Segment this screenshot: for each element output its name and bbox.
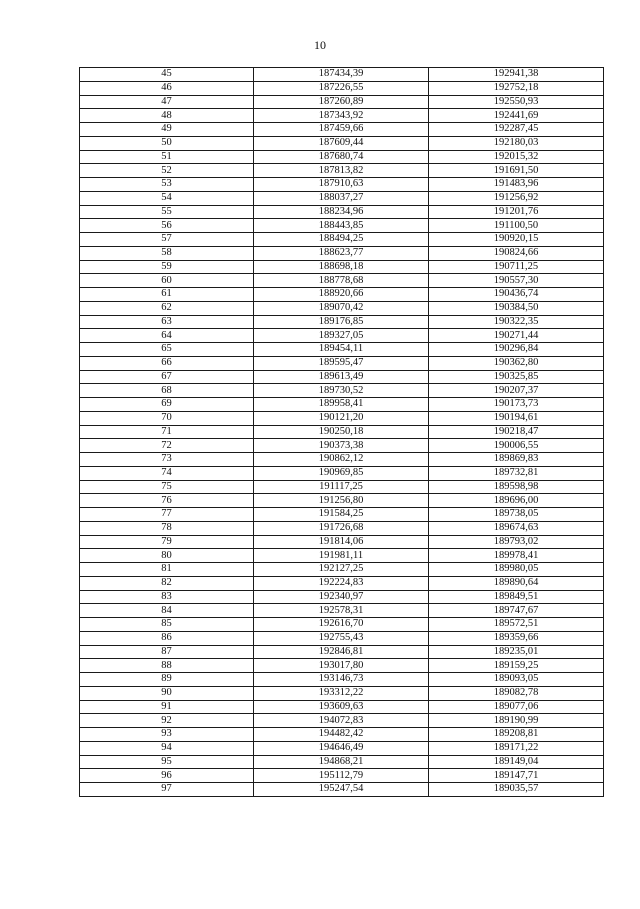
y-coordinate-cell: 190006,55 bbox=[429, 439, 604, 453]
point-number-cell: 86 bbox=[80, 631, 254, 645]
y-coordinate-cell: 190711,25 bbox=[429, 260, 604, 274]
x-coordinate-cell: 187609,44 bbox=[254, 136, 429, 150]
point-number-cell: 85 bbox=[80, 618, 254, 632]
point-number-cell: 91 bbox=[80, 700, 254, 714]
table-row bbox=[80, 645, 604, 659]
x-coordinate-cell: 190373,38 bbox=[254, 439, 429, 453]
x-coordinate-cell: 191814,06 bbox=[254, 535, 429, 549]
point-number-cell: 96 bbox=[80, 769, 254, 783]
y-coordinate-cell: 189093,05 bbox=[429, 673, 604, 687]
table-row bbox=[80, 425, 604, 439]
x-coordinate-cell: 192224,83 bbox=[254, 576, 429, 590]
point-number-cell: 90 bbox=[80, 686, 254, 700]
point-number-cell: 57 bbox=[80, 233, 254, 247]
x-coordinate-cell: 187680,74 bbox=[254, 150, 429, 164]
point-number-cell: 55 bbox=[80, 205, 254, 219]
table-row bbox=[80, 631, 604, 645]
table-row bbox=[80, 123, 604, 137]
x-coordinate-cell: 194868,21 bbox=[254, 755, 429, 769]
point-number-cell: 76 bbox=[80, 494, 254, 508]
x-coordinate-cell: 189613,49 bbox=[254, 370, 429, 384]
x-coordinate-cell: 189070,42 bbox=[254, 301, 429, 315]
table-row bbox=[80, 246, 604, 260]
table-row bbox=[80, 136, 604, 150]
table-row bbox=[80, 178, 604, 192]
x-coordinate-cell: 188623,77 bbox=[254, 246, 429, 260]
y-coordinate-cell: 189235,01 bbox=[429, 645, 604, 659]
point-number-cell: 70 bbox=[80, 411, 254, 425]
point-number-cell: 62 bbox=[80, 301, 254, 315]
point-number-cell: 77 bbox=[80, 508, 254, 522]
table-row bbox=[80, 576, 604, 590]
x-coordinate-cell: 189176,85 bbox=[254, 315, 429, 329]
table-row bbox=[80, 384, 604, 398]
point-number-cell: 52 bbox=[80, 164, 254, 178]
table-row bbox=[80, 535, 604, 549]
point-number-cell: 73 bbox=[80, 453, 254, 467]
point-number-cell: 63 bbox=[80, 315, 254, 329]
y-coordinate-cell: 189171,22 bbox=[429, 741, 604, 755]
table-row bbox=[80, 769, 604, 783]
y-coordinate-cell: 189598,98 bbox=[429, 480, 604, 494]
y-coordinate-cell: 190296,84 bbox=[429, 343, 604, 357]
table-row bbox=[80, 590, 604, 604]
y-coordinate-cell: 190384,50 bbox=[429, 301, 604, 315]
point-number-cell: 71 bbox=[80, 425, 254, 439]
point-number-cell: 49 bbox=[80, 123, 254, 137]
table-row bbox=[80, 508, 604, 522]
point-number-cell: 92 bbox=[80, 714, 254, 728]
x-coordinate-cell: 191726,68 bbox=[254, 521, 429, 535]
table-row bbox=[80, 301, 604, 315]
x-coordinate-cell: 188443,85 bbox=[254, 219, 429, 233]
x-coordinate-cell: 188234,96 bbox=[254, 205, 429, 219]
x-coordinate-cell: 190969,85 bbox=[254, 466, 429, 480]
y-coordinate-cell: 192941,38 bbox=[429, 68, 604, 82]
point-number-cell: 47 bbox=[80, 95, 254, 109]
y-coordinate-cell: 190920,15 bbox=[429, 233, 604, 247]
table-row bbox=[80, 659, 604, 673]
x-coordinate-cell: 191584,25 bbox=[254, 508, 429, 522]
point-number-cell: 93 bbox=[80, 728, 254, 742]
table-row bbox=[80, 95, 604, 109]
table-row bbox=[80, 549, 604, 563]
y-coordinate-cell: 189159,25 bbox=[429, 659, 604, 673]
table-row bbox=[80, 343, 604, 357]
x-coordinate-cell: 188494,25 bbox=[254, 233, 429, 247]
point-number-cell: 64 bbox=[80, 329, 254, 343]
page-number: 10 bbox=[314, 38, 326, 52]
y-coordinate-cell: 189696,00 bbox=[429, 494, 604, 508]
x-coordinate-cell: 193017,80 bbox=[254, 659, 429, 673]
table-row bbox=[80, 673, 604, 687]
point-number-cell: 74 bbox=[80, 466, 254, 480]
y-coordinate-cell: 189190,99 bbox=[429, 714, 604, 728]
y-coordinate-cell: 191691,50 bbox=[429, 164, 604, 178]
y-coordinate-cell: 189747,67 bbox=[429, 604, 604, 618]
x-coordinate-cell: 187226,55 bbox=[254, 81, 429, 95]
table-row bbox=[80, 728, 604, 742]
x-coordinate-cell: 190862,12 bbox=[254, 453, 429, 467]
x-coordinate-cell: 187260,89 bbox=[254, 95, 429, 109]
y-coordinate-cell: 191256,92 bbox=[429, 191, 604, 205]
y-coordinate-cell: 189869,83 bbox=[429, 453, 604, 467]
table-row bbox=[80, 205, 604, 219]
y-coordinate-cell: 190824,66 bbox=[429, 246, 604, 260]
point-number-cell: 82 bbox=[80, 576, 254, 590]
table-row bbox=[80, 604, 604, 618]
table-row bbox=[80, 81, 604, 95]
y-coordinate-cell: 189149,04 bbox=[429, 755, 604, 769]
point-number-cell: 60 bbox=[80, 274, 254, 288]
table-row bbox=[80, 494, 604, 508]
point-number-cell: 69 bbox=[80, 398, 254, 412]
x-coordinate-cell: 195112,79 bbox=[254, 769, 429, 783]
x-coordinate-cell: 194646,49 bbox=[254, 741, 429, 755]
table-row bbox=[80, 109, 604, 123]
table-row bbox=[80, 411, 604, 425]
y-coordinate-cell: 192441,69 bbox=[429, 109, 604, 123]
x-coordinate-cell: 194482,42 bbox=[254, 728, 429, 742]
table-row bbox=[80, 233, 604, 247]
point-number-cell: 65 bbox=[80, 343, 254, 357]
table-row bbox=[80, 439, 604, 453]
point-number-cell: 88 bbox=[80, 659, 254, 673]
y-coordinate-cell: 190325,85 bbox=[429, 370, 604, 384]
x-coordinate-cell: 192340,97 bbox=[254, 590, 429, 604]
point-number-cell: 97 bbox=[80, 783, 254, 797]
y-coordinate-cell: 190436,74 bbox=[429, 288, 604, 302]
point-number-cell: 48 bbox=[80, 109, 254, 123]
point-number-cell: 83 bbox=[80, 590, 254, 604]
x-coordinate-cell: 188037,27 bbox=[254, 191, 429, 205]
point-number-cell: 87 bbox=[80, 645, 254, 659]
table-row bbox=[80, 398, 604, 412]
table-row bbox=[80, 686, 604, 700]
x-coordinate-cell: 191256,80 bbox=[254, 494, 429, 508]
point-number-cell: 45 bbox=[80, 68, 254, 82]
point-number-cell: 89 bbox=[80, 673, 254, 687]
point-number-cell: 84 bbox=[80, 604, 254, 618]
table-row bbox=[80, 783, 604, 797]
point-number-cell: 75 bbox=[80, 480, 254, 494]
y-coordinate-cell: 190194,61 bbox=[429, 411, 604, 425]
point-number-cell: 80 bbox=[80, 549, 254, 563]
table-row bbox=[80, 453, 604, 467]
y-coordinate-cell: 190218,47 bbox=[429, 425, 604, 439]
table-row bbox=[80, 563, 604, 577]
table-row bbox=[80, 714, 604, 728]
table-row bbox=[80, 741, 604, 755]
x-coordinate-cell: 191117,25 bbox=[254, 480, 429, 494]
x-coordinate-cell: 193146,73 bbox=[254, 673, 429, 687]
table-row bbox=[80, 700, 604, 714]
y-coordinate-cell: 191483,96 bbox=[429, 178, 604, 192]
point-number-cell: 59 bbox=[80, 260, 254, 274]
x-coordinate-cell: 189327,05 bbox=[254, 329, 429, 343]
x-coordinate-cell: 192755,43 bbox=[254, 631, 429, 645]
x-coordinate-cell: 187813,82 bbox=[254, 164, 429, 178]
y-coordinate-cell: 191100,50 bbox=[429, 219, 604, 233]
point-number-cell: 53 bbox=[80, 178, 254, 192]
point-number-cell: 81 bbox=[80, 563, 254, 577]
x-coordinate-cell: 188698,18 bbox=[254, 260, 429, 274]
x-coordinate-cell: 187434,39 bbox=[254, 68, 429, 82]
coordinates-table bbox=[79, 67, 604, 797]
table-row bbox=[80, 288, 604, 302]
point-number-cell: 67 bbox=[80, 370, 254, 384]
table-row bbox=[80, 164, 604, 178]
point-number-cell: 68 bbox=[80, 384, 254, 398]
y-coordinate-cell: 189978,41 bbox=[429, 549, 604, 563]
point-number-cell: 58 bbox=[80, 246, 254, 260]
point-number-cell: 72 bbox=[80, 439, 254, 453]
y-coordinate-cell: 190322,35 bbox=[429, 315, 604, 329]
point-number-cell: 61 bbox=[80, 288, 254, 302]
y-coordinate-cell: 189077,06 bbox=[429, 700, 604, 714]
table-row bbox=[80, 68, 604, 82]
y-coordinate-cell: 192550,93 bbox=[429, 95, 604, 109]
x-coordinate-cell: 191981,11 bbox=[254, 549, 429, 563]
x-coordinate-cell: 193312,22 bbox=[254, 686, 429, 700]
y-coordinate-cell: 189793,02 bbox=[429, 535, 604, 549]
x-coordinate-cell: 195247,54 bbox=[254, 783, 429, 797]
y-coordinate-cell: 189980,05 bbox=[429, 563, 604, 577]
x-coordinate-cell: 187459,66 bbox=[254, 123, 429, 137]
x-coordinate-cell: 192127,25 bbox=[254, 563, 429, 577]
y-coordinate-cell: 189572,51 bbox=[429, 618, 604, 632]
y-coordinate-cell: 189208,81 bbox=[429, 728, 604, 742]
table-row bbox=[80, 260, 604, 274]
point-number-cell: 94 bbox=[80, 741, 254, 755]
point-number-cell: 78 bbox=[80, 521, 254, 535]
x-coordinate-cell: 187910,63 bbox=[254, 178, 429, 192]
x-coordinate-cell: 189454,11 bbox=[254, 343, 429, 357]
point-number-cell: 95 bbox=[80, 755, 254, 769]
table-row bbox=[80, 370, 604, 384]
x-coordinate-cell: 188778,68 bbox=[254, 274, 429, 288]
point-number-cell: 51 bbox=[80, 150, 254, 164]
y-coordinate-cell: 190362,80 bbox=[429, 356, 604, 370]
y-coordinate-cell: 191201,76 bbox=[429, 205, 604, 219]
point-number-cell: 56 bbox=[80, 219, 254, 233]
x-coordinate-cell: 189595,47 bbox=[254, 356, 429, 370]
point-number-cell: 54 bbox=[80, 191, 254, 205]
x-coordinate-cell: 192616,70 bbox=[254, 618, 429, 632]
y-coordinate-cell: 189082,78 bbox=[429, 686, 604, 700]
y-coordinate-cell: 189035,57 bbox=[429, 783, 604, 797]
table-row bbox=[80, 521, 604, 535]
y-coordinate-cell: 189147,71 bbox=[429, 769, 604, 783]
table-row bbox=[80, 150, 604, 164]
x-coordinate-cell: 192846,81 bbox=[254, 645, 429, 659]
table-row bbox=[80, 315, 604, 329]
y-coordinate-cell: 190557,30 bbox=[429, 274, 604, 288]
x-coordinate-cell: 189730,52 bbox=[254, 384, 429, 398]
x-coordinate-cell: 194072,83 bbox=[254, 714, 429, 728]
y-coordinate-cell: 189732,81 bbox=[429, 466, 604, 480]
y-coordinate-cell: 189738,05 bbox=[429, 508, 604, 522]
table-row bbox=[80, 755, 604, 769]
table-row bbox=[80, 480, 604, 494]
y-coordinate-cell: 190207,37 bbox=[429, 384, 604, 398]
table-row bbox=[80, 618, 604, 632]
x-coordinate-cell: 190121,20 bbox=[254, 411, 429, 425]
y-coordinate-cell: 192752,18 bbox=[429, 81, 604, 95]
coordinates-table-body bbox=[80, 68, 604, 797]
table-row bbox=[80, 274, 604, 288]
x-coordinate-cell: 193609,63 bbox=[254, 700, 429, 714]
x-coordinate-cell: 190250,18 bbox=[254, 425, 429, 439]
point-number-cell: 79 bbox=[80, 535, 254, 549]
y-coordinate-cell: 189849,51 bbox=[429, 590, 604, 604]
x-coordinate-cell: 187343,92 bbox=[254, 109, 429, 123]
point-number-cell: 46 bbox=[80, 81, 254, 95]
y-coordinate-cell: 190271,44 bbox=[429, 329, 604, 343]
table-row bbox=[80, 191, 604, 205]
y-coordinate-cell: 189890,64 bbox=[429, 576, 604, 590]
y-coordinate-cell: 192180,03 bbox=[429, 136, 604, 150]
x-coordinate-cell: 188920,66 bbox=[254, 288, 429, 302]
y-coordinate-cell: 192287,45 bbox=[429, 123, 604, 137]
y-coordinate-cell: 192015,32 bbox=[429, 150, 604, 164]
y-coordinate-cell: 189359,66 bbox=[429, 631, 604, 645]
table-row bbox=[80, 219, 604, 233]
y-coordinate-cell: 190173,73 bbox=[429, 398, 604, 412]
table-row bbox=[80, 466, 604, 480]
point-number-cell: 66 bbox=[80, 356, 254, 370]
table-row bbox=[80, 356, 604, 370]
table-row bbox=[80, 329, 604, 343]
x-coordinate-cell: 192578,31 bbox=[254, 604, 429, 618]
point-number-cell: 50 bbox=[80, 136, 254, 150]
y-coordinate-cell: 189674,63 bbox=[429, 521, 604, 535]
x-coordinate-cell: 189958,41 bbox=[254, 398, 429, 412]
